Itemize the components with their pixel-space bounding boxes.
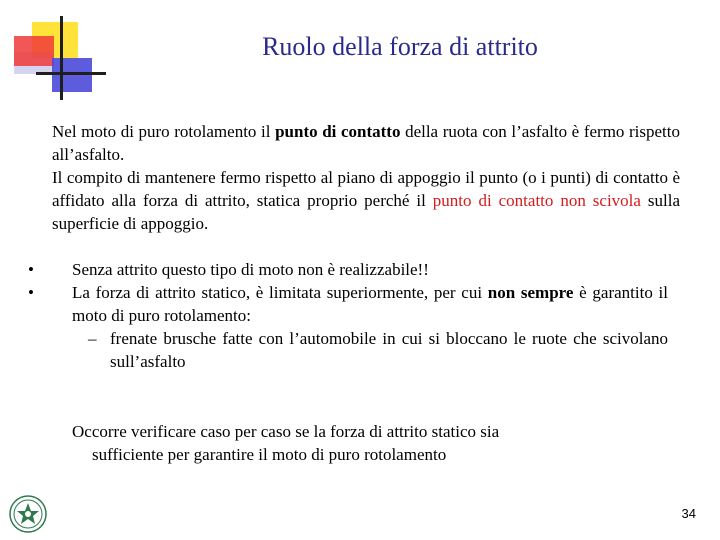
slide-title: Ruolo della forza di attrito bbox=[262, 32, 538, 61]
bullet-marker: • bbox=[28, 283, 34, 302]
intro-p1-bold: punto di contatto bbox=[275, 122, 401, 141]
sub-bullet-text-1: frenate brusche fatte con l’automobile in cui si bloccano le ruote che scivolano sull’asfalto bbox=[110, 329, 668, 371]
intro-p2-part-a: Il compito di mantenere fermo rispetto al piano di appoggio il punto (o i punti) di contatto è affidato alla forza di attrito, statica proprio perché il bbox=[52, 168, 680, 210]
page-number: 34 bbox=[681, 506, 696, 521]
intro-text bbox=[52, 120, 680, 235]
bullet-2-part-a: La forza di attrito statico, è limitata superiormente, per cui bbox=[72, 283, 488, 302]
note-line-1: Occorre verificare caso per caso se la forza di attrito statico sia bbox=[72, 422, 500, 441]
bullet-marker: • bbox=[28, 260, 34, 279]
intro-paragraph-2 bbox=[52, 166, 680, 235]
decor-blue-square bbox=[52, 58, 92, 92]
decor-red-square bbox=[14, 36, 54, 66]
decor-horizontal-line bbox=[36, 72, 106, 75]
intro-paragraph-1 bbox=[52, 120, 680, 166]
note-line-2: sufficiente per garantire il moto di puro rotolamento bbox=[92, 445, 447, 464]
bullet-2-part-c: è garantito il moto di puro rotolamento: bbox=[72, 283, 668, 325]
intro-p2-part-c: sulla superficie di appoggio. bbox=[52, 191, 680, 233]
bullet-2-bold: non sempre bbox=[487, 283, 574, 302]
intro-p2-highlight: punto di contatto non scivola bbox=[432, 191, 641, 210]
bullet-text-2 bbox=[72, 281, 668, 327]
sub-bullet-marker: – bbox=[88, 329, 97, 348]
bullet-list bbox=[28, 258, 668, 373]
closing-note bbox=[72, 420, 668, 466]
bullet-text-1: Senza attrito questo tipo di moto non è realizzabile!! bbox=[72, 260, 429, 279]
sub-bullet-item-1 bbox=[88, 327, 668, 373]
university-seal-icon bbox=[8, 494, 48, 534]
decor-vertical-line bbox=[60, 16, 63, 100]
intro-p1-part-a: Nel moto di puro rotolamento il bbox=[52, 122, 276, 141]
intro-p1-part-c: della ruota con l’asfalto è fermo rispetto all’asfalto. bbox=[52, 122, 681, 164]
bullet-item-1 bbox=[28, 258, 668, 281]
bullet-item-2 bbox=[28, 281, 668, 327]
